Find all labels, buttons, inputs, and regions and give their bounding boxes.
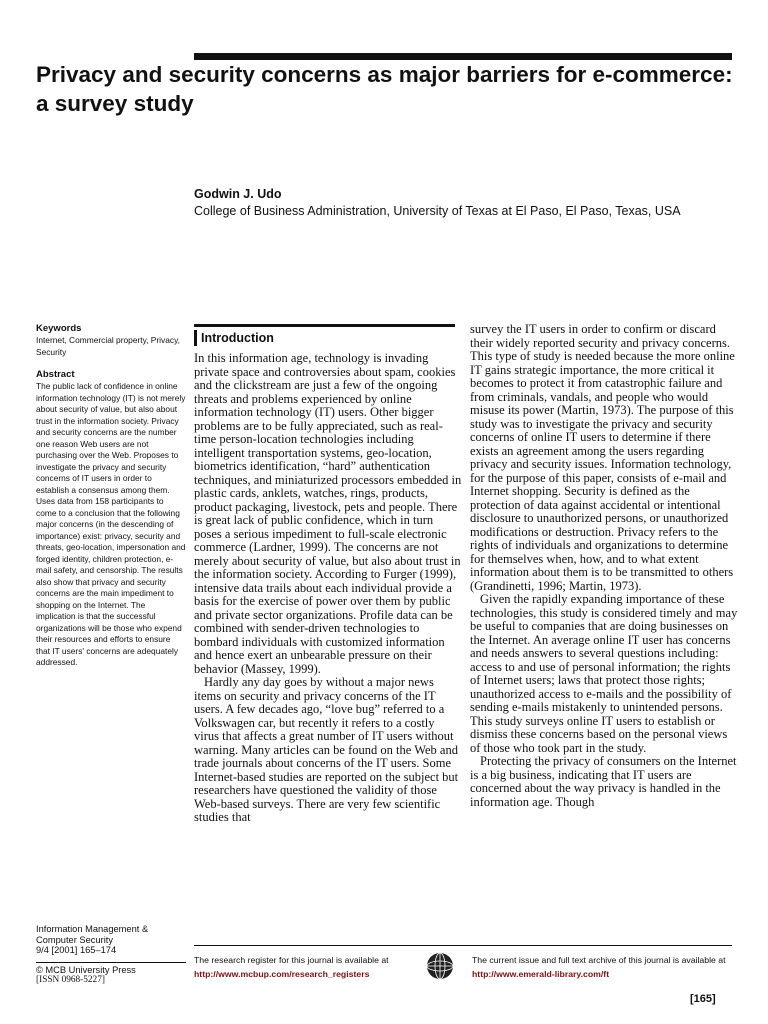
article-title: Privacy and security concerns as major barriers for e-commerce: a survey study [36,62,733,116]
journal-info [36,924,186,986]
author-affiliation: College of Business Administration, University of Texas at El Paso, El Paso, Texas, USA [194,204,681,218]
intro-rule [194,324,455,327]
journal-name: Information Management & Computer Security [36,924,149,945]
globe-icon [425,951,455,981]
author-name: Godwin J. Udo [194,187,282,201]
keywords-heading: Keywords [36,323,82,334]
issn: [ISSN 0968-5227] [36,975,105,985]
title-rule [194,53,732,60]
sidebar [36,323,186,669]
footer-left-text: The research register for this journal is available at [194,955,389,965]
footer-right [472,953,732,981]
paragraph: Hardly any day goes by without a major news items on security and privacy concerns of the IT users. A few decades ago, “love bug” referred to a Volkswagen car, but recently it refers to a costly virus that affects a great number of IT users without warning. Many articles can be found on the Web and trade journals about concerns of the IT users. Some Internet-based studies are reported on the subject but researchers have questioned the validity of those Web-based surveys. There are very few scientific studies that [194,675,459,824]
intro-heading: Introduction [194,330,462,346]
footer-left [194,953,454,981]
page-number: [165] [690,993,716,1005]
abstract-heading: Abstract [36,369,75,380]
body-column-1 [194,323,462,825]
body-column-2 [470,323,738,809]
abstract-text: The public lack of confidence in online information technology (IT) is not merely about security of value, but also about trust in the information society. Privacy and security concerns are the number one reason Web users are not purchasing over the Web. Proposes to investigate the privacy and security concerns of IT users in order to establish a consensus among them. Uses data from 158 participants to come to a conclusion that the following major concerns (in the descending of importance) exist: privacy, security and threats, geo-location, impersonation and forged identity, children protection, e-mail safety, and censorship. The results also show that privacy and security concerns are the main impediment to shopping on the Internet. The implication is that the successful organizations will be those who expend their resources and efforts to ensure that IT users' concerns are adequately addressed. [36,381,186,667]
footer-right-text: The current issue and full text archive of this journal is available at [472,955,726,965]
research-register-link[interactable]: http://www.mcbup.com/research_registers [194,969,370,979]
publisher: © MCB University Press [36,962,186,976]
paragraph: Given the rapidly expanding importance of these technologies, this study is considered timely and may be useful to companies that are doing businesses on the Internet. An average online IT user has concerns and needs answers to several questions including: access to and use of personal information; the rights of Internet users; laws that protect those rights; unauthorized access to e-mails and the possibility of sending e-mails mistakenly to unintended persons. This study surveys online IT users to establish or dismiss these concerns based on the personal views of those who took part in the study. [470,592,738,755]
paragraph: survey the IT users in order to confirm or discard their widely reported security and privacy concerns. This type of study is needed because the more online IT gains strategic importance, the more critical it becomes to protect it from catastrophic failure and from criminals, vandals, and people who would misuse its power (Martin, 1973). The purpose of this study was to investigate the privacy and security concerns of online IT users to determine if there exists an agreement among the users regarding privacy and security issues. Information technology, for the purpose of this paper, consists of e-mail and Internet shopping. Security is defined as the protection of data against accidental or intentional disclosure to unauthorized persons, or unauthorized modifications or destruction. Privacy refers to the rights of individuals and organizations to determine for themselves when, how, and to what extent information about them is to be transmitted to others (Grandinetti, 1996; Martin, 1973). [470,322,735,593]
journal-volume: 9/4 [2001] 165–174 [36,945,117,955]
keywords-text: Internet, Commercial property, Privacy, Security [36,335,180,357]
footer-rule [194,945,732,946]
paragraph: Protecting the privacy of consumers on the Internet is a big business, indicating that IT users are concerned about the way privacy is handled in the information age. Though [470,754,737,809]
paragraph: In this information age, technology is invading private space and controversies about spam, cookies and the clickstream are just a few of the ongoing threats and problems experienced by online information technology (IT) users. Other bigger problems are to be fully appreciated, such as real-time person-location technologies including intelligent transportation systems, geo-location, biometrics identification, “hard” authentication techniques, and miniaturized processors embedded in plastic cards, anklets, watches, rings, products, product packaging, livestock, pets and people. There is great lack of public confidence, which in turn poses a serious impediment to full-scale electronic commerce (Lardner, 1999). The concerns are not merely about security of value, but also about trust in the information society. According to Furger (1999), intensive data trails about each individual provide a basis for the exercise of power over them by public and private sector organizations. Profile data can be combined with sender-driven technologies to bombard individuals with customized information and hence exert an unbearable pressure on their behavior (Massey, 1999). [194,351,462,676]
full-text-link[interactable]: http://www.emerald-library.com/ft [472,969,610,979]
